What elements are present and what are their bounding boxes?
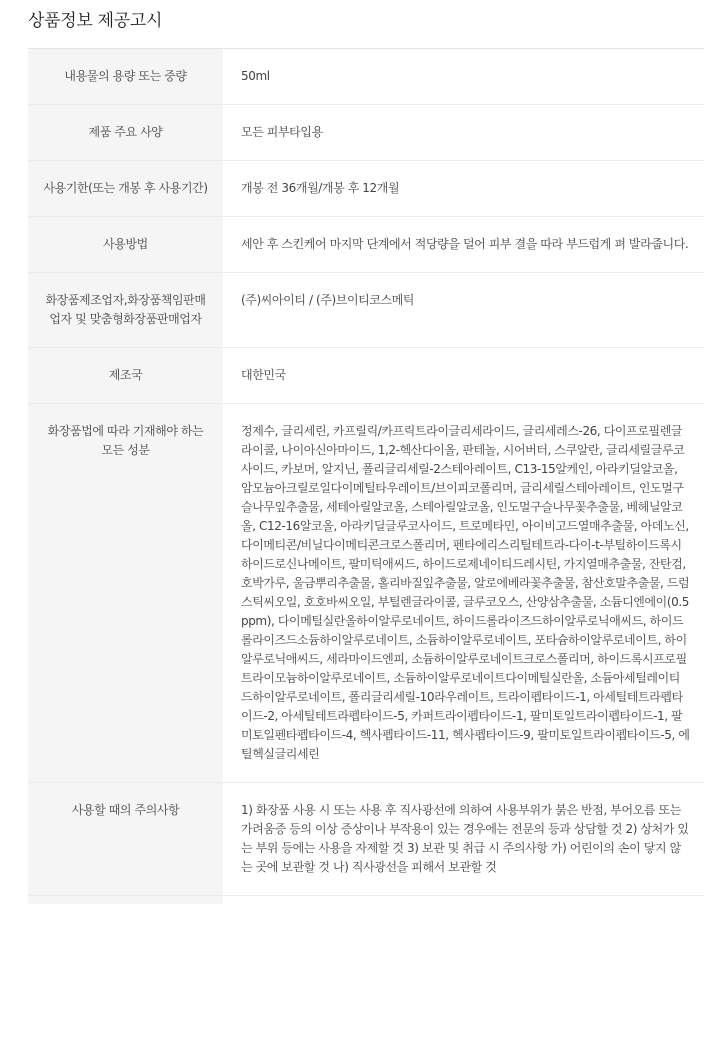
- page-title: 상품정보 제공고시: [28, 11, 163, 31]
- row-value: 모든 피부타입용: [241, 125, 323, 139]
- table-row-spec: [28, 105, 704, 161]
- row-label: 제조국: [28, 348, 223, 403]
- table-bottom-fill: [28, 896, 704, 904]
- row-value: 대한민국: [241, 368, 286, 382]
- label-column-fill: [28, 896, 223, 904]
- table-row-volume: [28, 49, 704, 105]
- table-row-ingredients: [28, 404, 704, 783]
- row-label: 사용할 때의 주의사항: [28, 783, 223, 895]
- row-label: 사용기한(또는 개봉 후 사용기간): [28, 161, 223, 216]
- row-value: 세안 후 스킨케어 마지막 단계에서 적당량을 덜어 피부 결을 따라 부드럽게 펴 발라줍니다.: [241, 237, 689, 251]
- table-row-country: [28, 348, 704, 404]
- row-value: 개봉 전 36개월/개봉 후 12개월: [241, 181, 400, 195]
- row-label: 화장품제조업자,화장품책임판매업자 및 맞춤형화장품판매업자: [28, 273, 223, 347]
- row-value: 1) 화장품 사용 시 또는 사용 후 직사광선에 의하여 사용부위가 붉은 반점, 부어오름 또는 가려움증 등의 이상 증상이나 부작용이 있는 경우에는 전문의 등과 상담할 것 2) 상처가 있는 부위 등에는 사용을 자제할 것 3) 보관 및 취급 시 주의사항 가) 어린이의 손이 닿지 않는 곳에 보관할 것 나) 직사광선을 피해서 보관할 것: [241, 803, 689, 874]
- row-value: 50ml: [241, 69, 270, 83]
- row-label: 화장품법에 따라 기재해야 하는 모든 성분: [28, 404, 223, 782]
- row-label: 제품 주요 사양: [28, 105, 223, 160]
- product-info-table: [28, 48, 704, 904]
- row-label: 사용방법: [28, 217, 223, 272]
- table-row-expiry: [28, 161, 704, 217]
- row-value: (주)씨아이티 / (주)브이티코스메틱: [241, 293, 415, 307]
- table-row-manufacturer: [28, 273, 704, 348]
- row-value: 정제수, 글리세린, 카프릴릭/카프릭트라이글리세라이드, 글리세레스-26, 다이프로필렌글라이콜, 나이아신아마이드, 1,2-헥산다이올, 판테놀, 시어버터, 스쿠알란, 글리세릴글루코사이드, 카보머, 알지닌, 폴리글리세릴-2스테아레이트, C13-15알케인, 아라키딜알코올, 암모늄아크릴로일다이메틸타우레이트/브이피코폴리머, 글리세릴스테아레이트, 인도멀구슬나무잎추출물, 세테아릴알코올, 스테아릴알코올, 인도멀구슬나무꽃추출물, 베헤닐알코올, C12-16알코올, 아라키딜글루코사이드, 트로메타민, 아이비고드열매추출물, 아데노신, 다이메티콘/비닐다이메티콘크로스폴리머, 펜타에리스리틸테트라-다이-t-부틸하이드록시하이드로신나메이트, 팔미틱애씨드, 하이드로제네이티드레시틴, 가지열매추출물, 잔탄검, 호박가루, 울금뿌리추출물, 홀리바질잎추출물, 알로에베라꽃추출물, 참산호말추출물, 드럼스틱씨오일, 호호바씨오일, 부틸렌글라이콜, 글루코오스, 산양삼추출물, 소듐디엔에이(0.5ppm), 다이메틸실란올하이알루로네이트, 하이드롤라이즈드하이알루로닉애씨드, 하이드롤라이즈드소듐하이알루로네이트, 소듐하이알루로네이트, 포타슘하이알루로네이트, 하이알루로닉애씨드, 세라마이드엔피, 소듐하이알루로네이트크로스폴리머, 하이드록시프로필트라이모늄하이알루로네이트, 소듐하이알루로네이트다이메틸실란올, 소듐아세틸레이티드하이알루로네이트, 폴리글리세릴-10라우레이트, 트라이펩타이드-1, 아세틸테트라펩타이드-2, 아세틸테트라펩타이드-5, 카퍼트라이펩타이드-1, 팔미토일트라이펩타이드-1, 팔미토일펜타펩타이드-4, 헥사펩타이드-11, 헥사펩타이드-9, 팔미토일트라이펩타이드-5, 에틸헥실글리세린: [241, 424, 690, 761]
- row-label: 내용물의 용량 또는 중량: [28, 49, 223, 104]
- table-row-precautions: [28, 783, 704, 896]
- table-row-usage: [28, 217, 704, 273]
